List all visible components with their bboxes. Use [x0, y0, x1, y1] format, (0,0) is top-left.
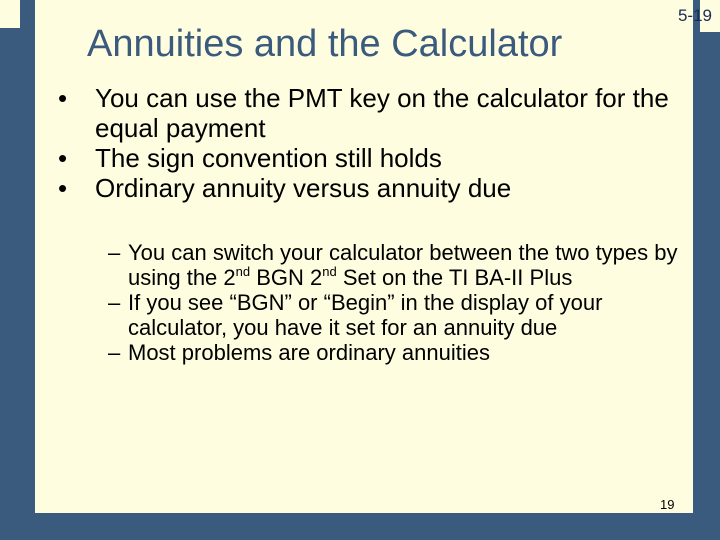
bullet-item: [35, 143, 675, 173]
slide-number: 19: [660, 497, 675, 512]
bullet-marker: •: [58, 173, 68, 203]
left-frame-bar: [0, 0, 35, 540]
bullet-text: You can use the PMT key on the calculator for the equal payment: [95, 83, 669, 143]
dash-marker: –: [108, 290, 121, 315]
slide-title: Annuities and the Calculator: [87, 23, 563, 65]
sub-bullet-text: If you see “BGN” or “Begin” in the display of your calculator, you have it set for an annuity due: [128, 290, 603, 340]
top-left-corner-block: [0, 0, 20, 28]
dash-marker: –: [108, 340, 121, 365]
page-code: 5-19: [677, 6, 712, 25]
sub-bullet-item: [35, 290, 685, 340]
bullet-marker: •: [58, 143, 68, 173]
sub-bullet-list: [35, 240, 685, 365]
bullet-item: [35, 83, 675, 143]
ordinal-superscript: nd: [235, 264, 251, 279]
bottom-frame-bar: [0, 513, 720, 540]
bullet-marker: •: [58, 83, 68, 113]
bullet-list: [35, 83, 675, 203]
sub-bullet-text: You can switch your calculator between the two types by using the 2: [128, 240, 678, 290]
sub-bullet-item: [35, 240, 685, 290]
bullet-item: [35, 173, 675, 203]
bullet-text: The sign convention still holds: [95, 143, 442, 173]
slide-canvas: [35, 0, 693, 513]
sub-bullet-text: Set on the TI BA-II Plus: [336, 265, 573, 290]
sub-bullet-text: Most problems are ordinary annuities: [128, 340, 490, 365]
ordinal-superscript: nd: [322, 264, 337, 279]
dash-marker: –: [108, 240, 121, 265]
right-frame-bar: [693, 0, 720, 540]
sub-bullet-item: [35, 340, 685, 365]
sub-bullet-text: BGN 2: [250, 265, 323, 290]
bullet-text: Ordinary annuity versus annuity due: [95, 173, 512, 203]
